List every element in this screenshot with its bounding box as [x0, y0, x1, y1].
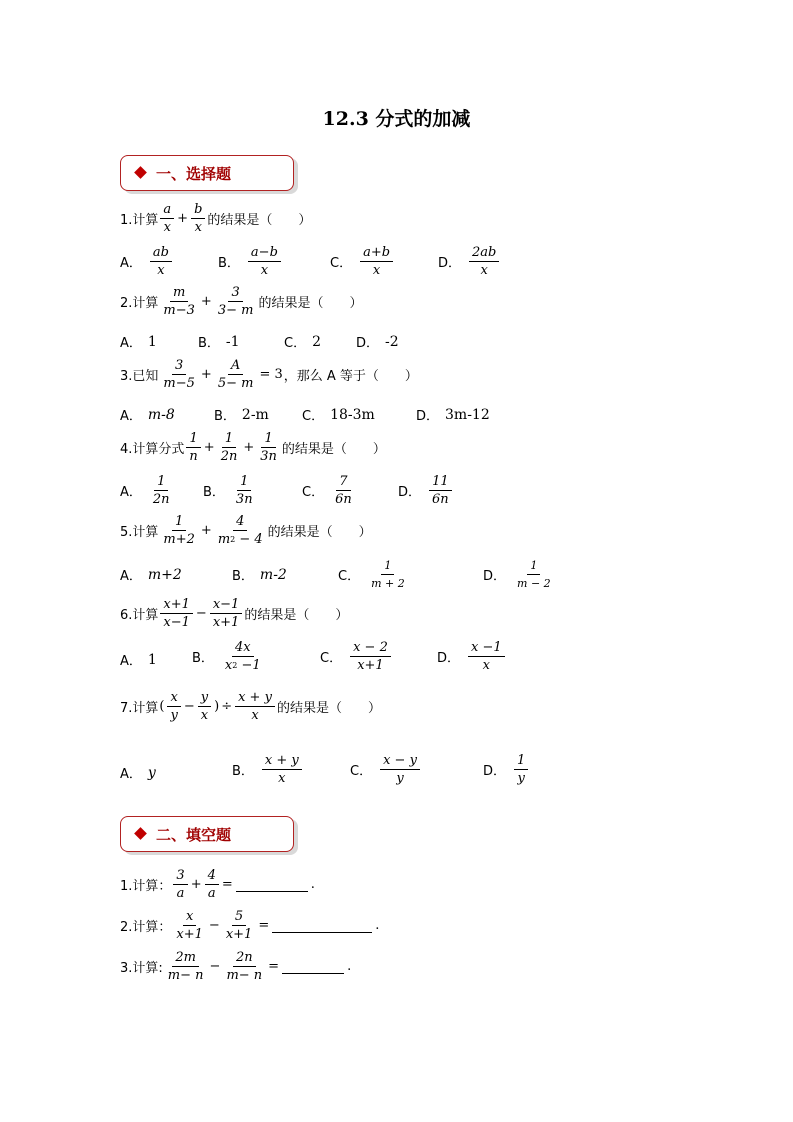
section-header-fill — [120, 816, 294, 852]
answer-blank[interactable] — [272, 918, 372, 933]
section-title: 一、选择题 — [156, 165, 232, 183]
question-2: 2.计算 $\frac{m}{m-3}$ + $\frac{3}{3- m}$ 的结果是（ ） — [120, 285, 363, 318]
question-7: 7.计算 ( $\frac{x}{y}$ − $\frac{y}{x}$ ) ÷ $\frac{x + y}{x}$ 的结果是（ ） — [120, 690, 381, 723]
option-a[interactable]: A． $\frac{ab}{x}$ — [120, 245, 174, 278]
option-c[interactable]: C． $\frac{7}{6n}$ — [302, 474, 352, 507]
section-header-choice — [120, 155, 294, 191]
option-b[interactable]: B． m-2 — [232, 566, 287, 584]
option-d[interactable]: D． $\frac{1}{m - 2}$ — [483, 559, 551, 590]
option-b[interactable]: B． -1 — [198, 333, 240, 351]
option-a[interactable]: A． m-8 — [120, 406, 175, 424]
fill-question-2: 2.计算： $\frac{x}{x+1}$ − $\frac{5}{x+1}$ = . — [120, 909, 380, 942]
section-title: 二、填空题 — [156, 826, 232, 844]
option-a[interactable]: A． y — [120, 764, 156, 782]
option-b[interactable]: B． $\frac{a-b}{x}$ — [218, 245, 283, 278]
question-6: 6.计算 $\frac{x+1}{x-1}$ − $\frac{x-1}{x+1}$ 的结果是（ ） — [120, 597, 349, 630]
option-b[interactable]: B． $\frac{1}{3n}$ — [203, 474, 253, 507]
fill-question-3: 3.计算: $\frac{2m}{m- n}$ − $\frac{2n}{m- n}$ = . — [120, 950, 352, 983]
option-a[interactable]: A． m+2 — [120, 566, 182, 584]
fraction: $\frac{a}{x}$ — [160, 202, 174, 235]
option-b[interactable]: B． 2-m — [214, 406, 269, 424]
option-c[interactable]: C． 18-3m — [302, 406, 375, 424]
option-c[interactable]: C． $\frac{x - y}{y}$ — [350, 753, 422, 786]
diamond-icon — [134, 827, 147, 840]
question-1: 1.计算 $\frac{a}{x}$ + $\frac{b}{x}$ 的结果是（ ） — [120, 202, 312, 235]
option-a[interactable]: A． $\frac{1}{2n}$ — [120, 474, 170, 507]
question-3: 3.已知 $\frac{3}{m-5}$ + $\frac{A}{5- m}$ = 3 ，那么 A 等于（ ） — [120, 358, 418, 391]
option-b[interactable]: B． $\frac{4x}{x^2 -1}$ — [192, 640, 261, 673]
option-d[interactable]: D． -2 — [356, 333, 399, 351]
option-d[interactable]: D． $\frac{11}{6n}$ — [398, 474, 454, 507]
question-4: 4.计算分式 $\frac{1}{n}$ + $\frac{1}{2n}$ + $\frac{1}{3n}$ 的结果是（ ） — [120, 431, 386, 464]
question-5: 5.计算 $\frac{1}{m+2}$ + $\frac{4}{m^2 - 4}$ 的结果是（ ） — [120, 514, 372, 547]
option-d[interactable]: D． $\frac{x -1}{x}$ — [437, 640, 507, 673]
answer-blank[interactable] — [282, 959, 344, 974]
option-c[interactable]: C． $\frac{x - 2}{x+1}$ — [320, 640, 393, 673]
option-c[interactable]: C． $\frac{1}{m + 2}$ — [338, 559, 405, 590]
answer-blank[interactable] — [236, 877, 308, 892]
option-c[interactable]: C． $\frac{a+b}{x}$ — [330, 245, 395, 278]
option-d[interactable]: D． 3m-12 — [416, 406, 490, 424]
fill-question-1: 1.计算： $\frac{3}{a}$ + $\frac{4}{a}$ = . — [120, 868, 315, 901]
option-d[interactable]: D． $\frac{1}{y}$ — [483, 753, 530, 786]
page-title: 12.3 分式的加减 — [322, 108, 471, 130]
option-a[interactable]: A． 1 — [120, 333, 157, 351]
diamond-icon — [134, 166, 147, 179]
fraction: $\frac{b}{x}$ — [191, 202, 205, 235]
option-a[interactable]: A． 1 — [120, 651, 157, 669]
option-b[interactable]: B． $\frac{x + y}{x}$ — [232, 753, 304, 786]
option-c[interactable]: C． 2 — [284, 333, 321, 351]
option-d[interactable]: D． $\frac{2ab}{x}$ — [438, 245, 501, 278]
